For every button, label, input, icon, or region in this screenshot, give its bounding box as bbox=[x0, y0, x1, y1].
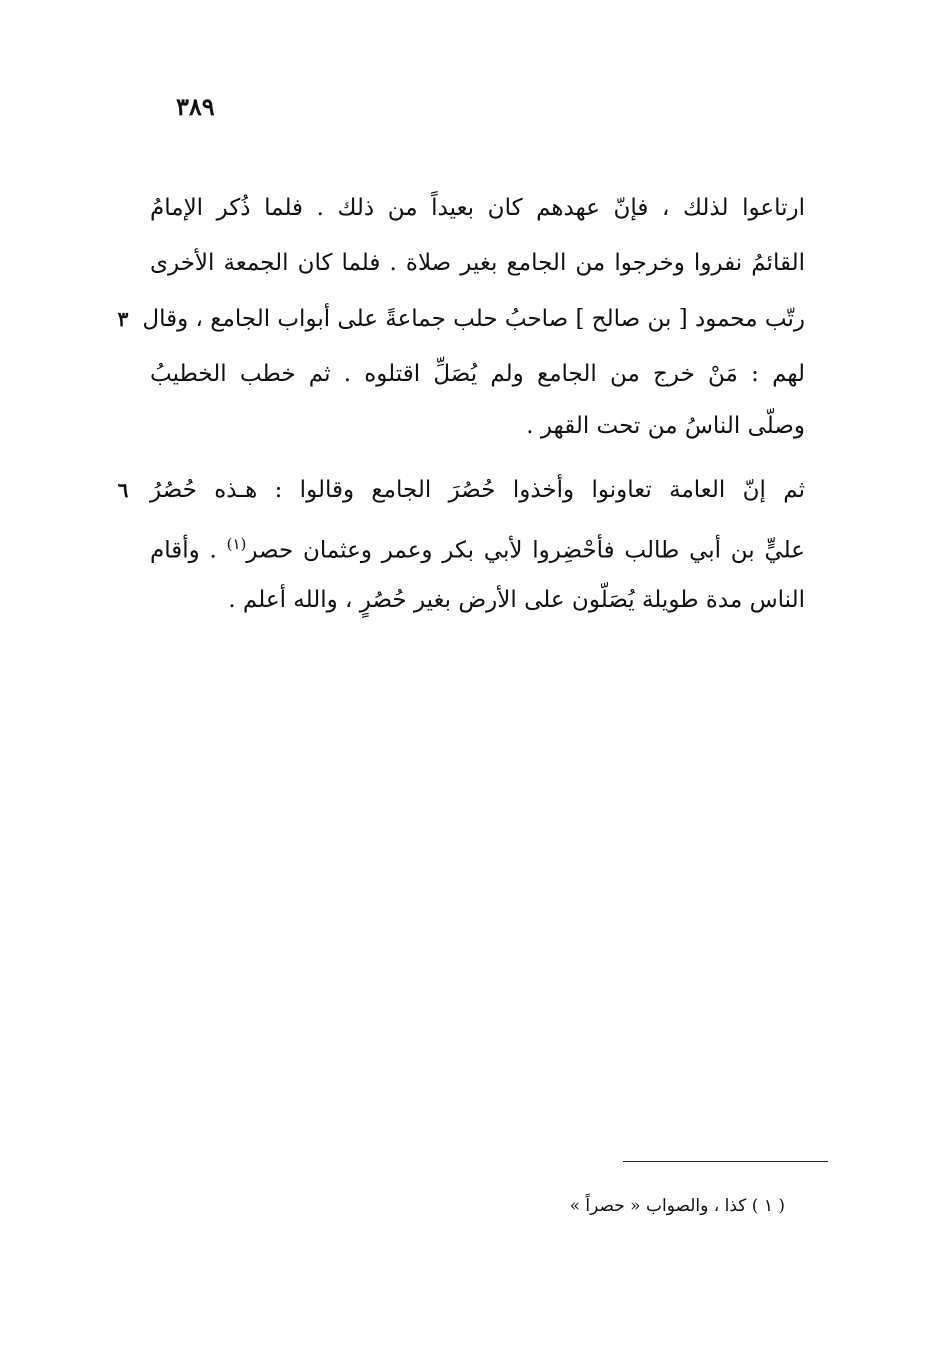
text-line: ثم إنّ العامة تعاونوا وأخذوا حُصُرَ الجامع وقالوا : هـذه حُصُرُ bbox=[150, 477, 805, 503]
text-line: القائمُ نفروا وخرجوا من الجامع بغير صلاة . فلما كان الجمعة الأخرى bbox=[150, 250, 805, 276]
text-segment: . وأقام bbox=[150, 537, 227, 564]
text-line bbox=[150, 524, 805, 564]
text-line: لهم : مَنْ خرج من الجامع ولم يُصَلِّ اقتلوه . ثم خطب الخطيبُ bbox=[150, 361, 805, 387]
text-line: ارتاعوا لذلك ، فإنّ عهدهم كان بعيداً من ذلك . فلما ذُكر الإمامُ bbox=[150, 195, 805, 221]
page-number: ٣٨٩ bbox=[176, 92, 215, 121]
text-line: رتّب محمود [ بن صالح ] صاحبُ حلب جماعةً على أبواب الجامع ، وقال bbox=[142, 306, 805, 332]
text-line: الناس مدة طويلة يُصَلّون على الأرض بغير حُصُرٍ ، والله أعلم . bbox=[228, 587, 805, 613]
line-marker-6: ٦ bbox=[117, 478, 129, 502]
footnote-divider bbox=[623, 1161, 828, 1162]
line-marker-3: ٣ bbox=[117, 307, 129, 331]
text-segment: عليٍّ بن أبي طالب فأحْضِروا لأبي بكر وعمر وعثمان حصر bbox=[246, 537, 805, 564]
text-line: وصلّى الناسُ من تحت القهر . bbox=[526, 413, 805, 439]
footnote: ( ١ ) كذا ، والصواب « حصراً » bbox=[569, 1196, 785, 1216]
footnote-reference: (١) bbox=[226, 535, 247, 553]
